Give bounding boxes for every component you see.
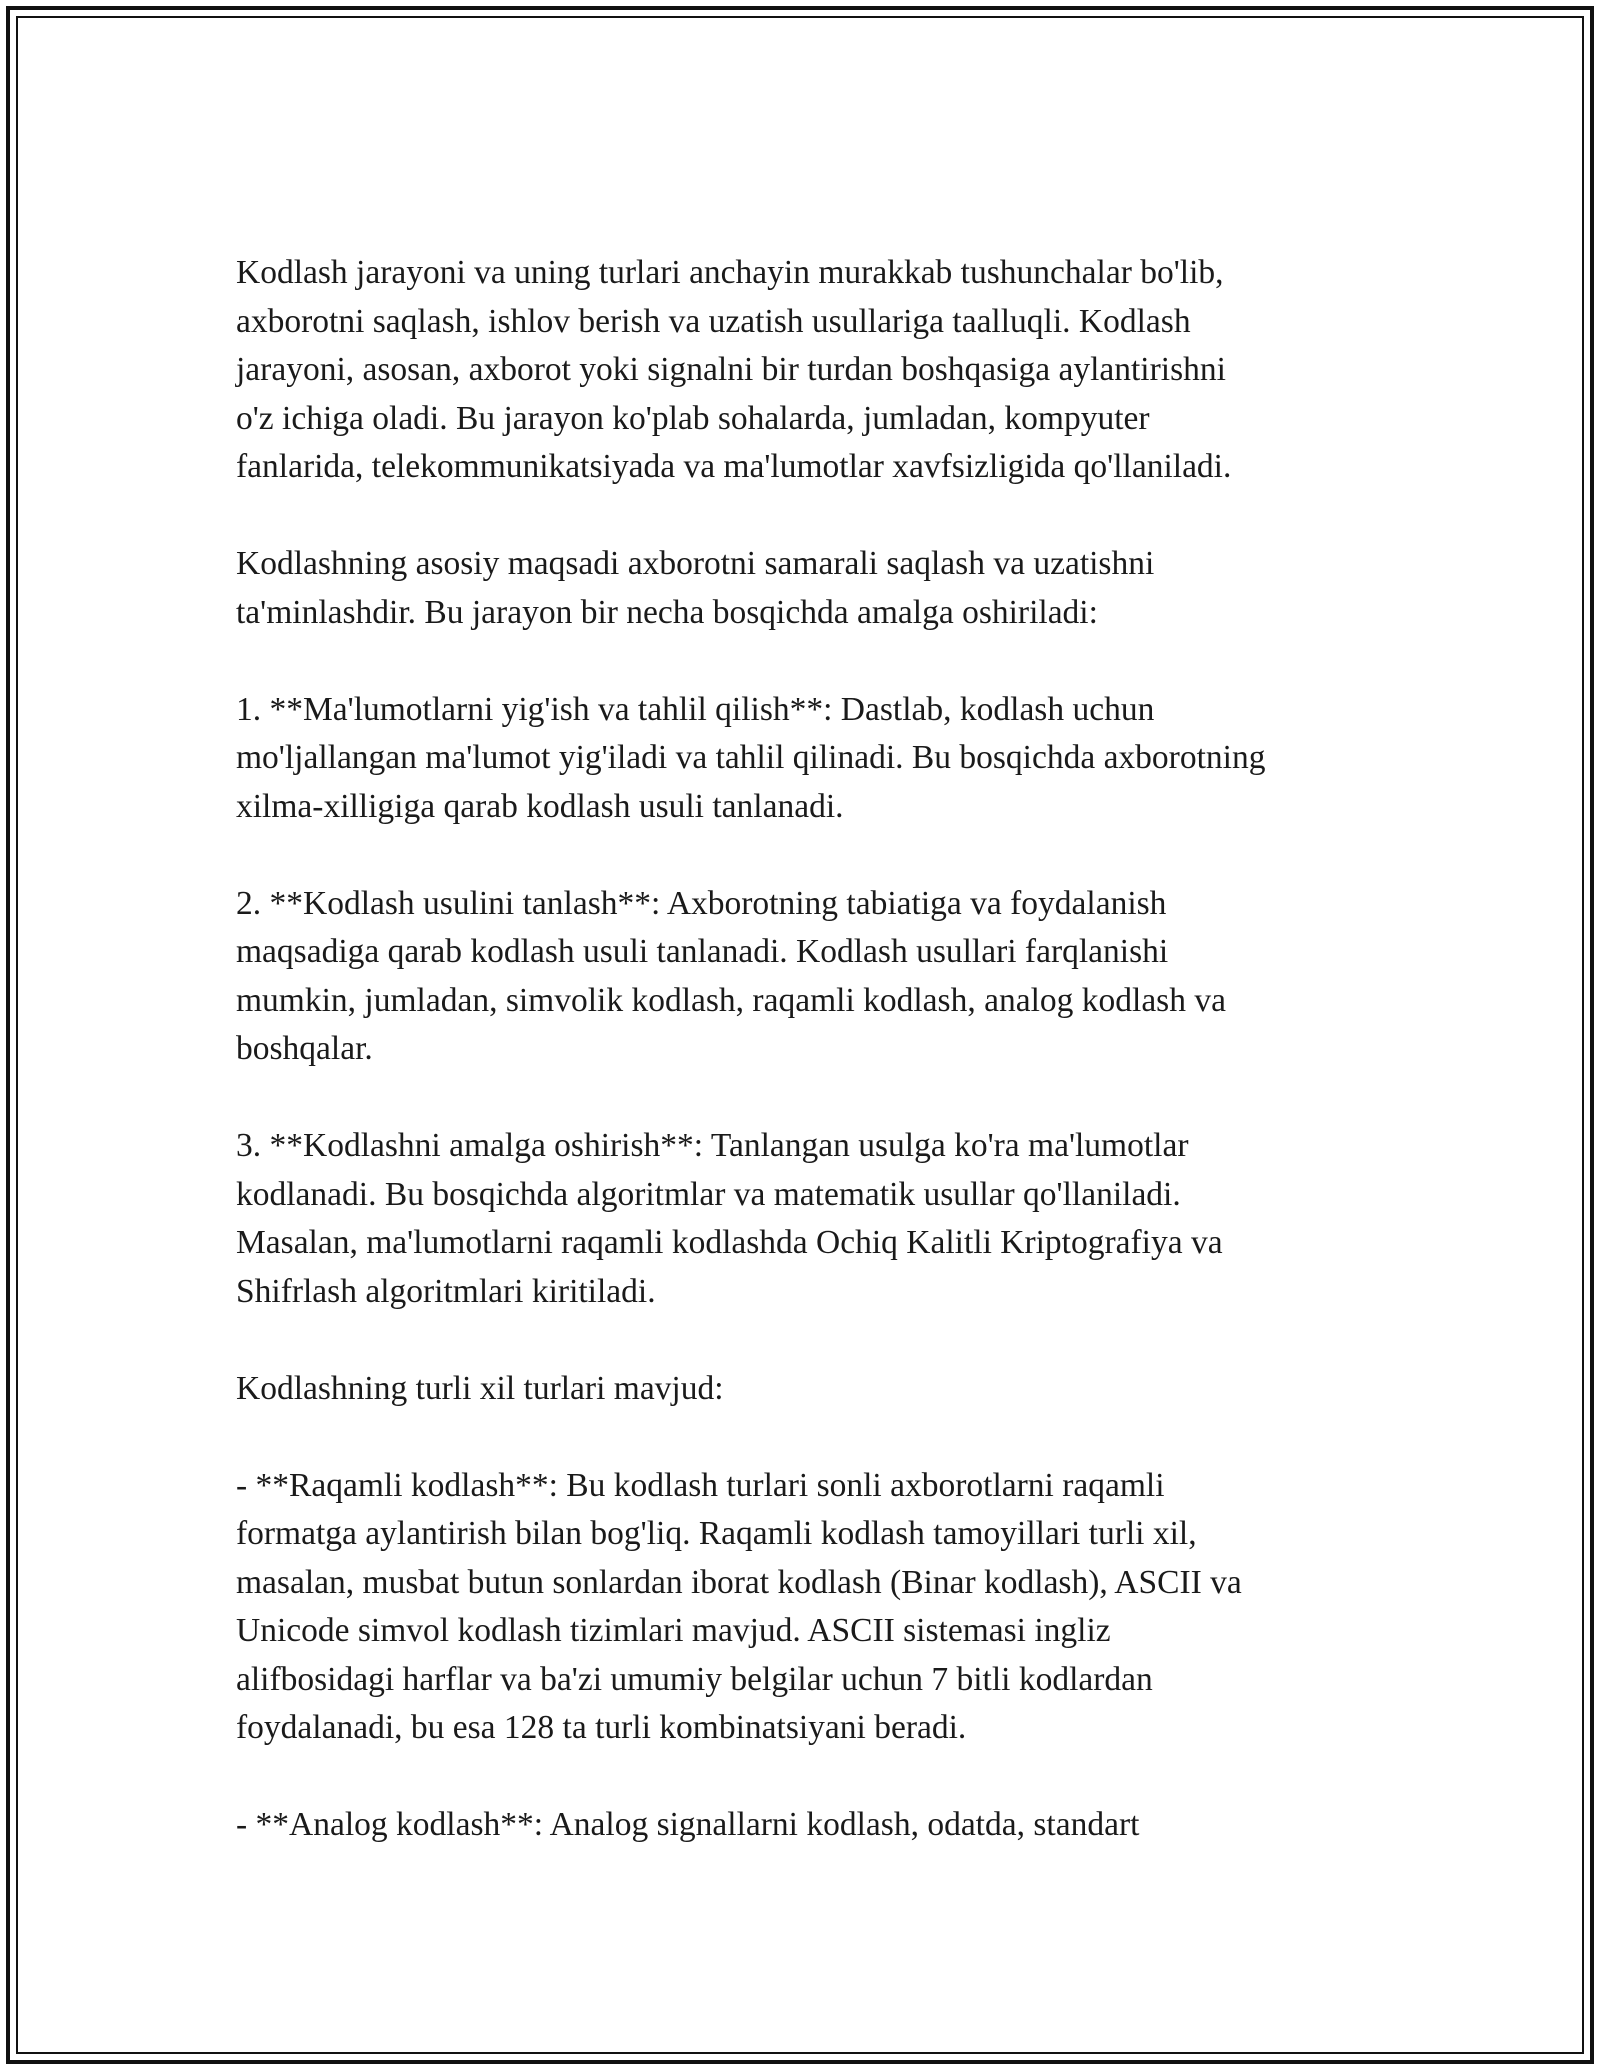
document-body xyxy=(236,249,1386,1898)
list-item-digital-coding: - **Raqamli kodlash**: Bu kodlash turlari sonli axborotlarni raqamli formatga aylantirish bilan bog'liq. Raqamli kodlash tamoyillari turli xil, masalan, musbat butun sonlardan iborat kodlash (Binar kodlash), ASCII va Unicode simvol kodlash tizimlari mavjud. ASCII sistemasi ingliz alifbosidagi harflar va ba'zi umumiy belgilar uchun 7 bitli kodlardan foydalanadi, bu esa 128 ta turli kombinatsiyani beradi. xyxy=(236,1466,1242,1746)
paragraph-types-intro: Kodlashning turli xil turlari mavjud: xyxy=(236,1369,724,1407)
list-item-step-1: 1. **Ma'lumotlarni yig'ish va tahlil qilish**: Dastlab, kodlash uchun mo'ljallangan ma'lumot yig'iladi va tahlil qilinadi. Bu bosqichda axborotning xilma-xilligiga qarab kodlash usuli tanlanadi. xyxy=(236,690,1266,825)
paragraph-purpose: Kodlashning asosiy maqsadi axborotni samarali saqlash va uzatishni ta'minlashdir. Bu jarayon bir necha bosqichda amalga oshiriladi: xyxy=(236,545,1155,631)
list-item-step-3: 3. **Kodlashni amalga oshirish**: Tanlangan usulga ko'ra ma'lumotlar kodlanadi. Bu bosqichda algoritmlar va matematik usullar qo'llaniladi. Masalan, ma'lumotlarni raqamli kodlashda Ochiq Kalitli Kriptografiya va Shifrlash algoritmlari kiritiladi. xyxy=(236,1127,1223,1310)
paragraph-intro: Kodlash jarayoni va uning turlari anchayin murakkab tushunchalar bo'lib, axborotni saqlash, ishlov berish va uzatish usullariga taalluqli. Kodlash jarayoni, asosan, axborot yoki signalni bir turdan boshqasiga aylantirishni o'z ichiga oladi. Bu jarayon ko'plab sohalarda, jumladan, kompyuter fanlarida, telekommunikatsiyada va ma'lumotlar xavfsizligida qo'llaniladi. xyxy=(236,254,1232,485)
list-item-step-2: 2. **Kodlash usulini tanlash**: Axborotning tabiatiga va foydalanish maqsadiga qarab kodlash usuli tanlanadi. Kodlash usullari farqlanishi mumkin, jumladan, simvolik kodlash, raqamli kodlash, analog kodlash va boshqalar. xyxy=(236,884,1226,1067)
list-item-analog-coding: - **Analog kodlash**: Analog signallarni kodlash, odatda, standart xyxy=(236,1806,1140,1843)
